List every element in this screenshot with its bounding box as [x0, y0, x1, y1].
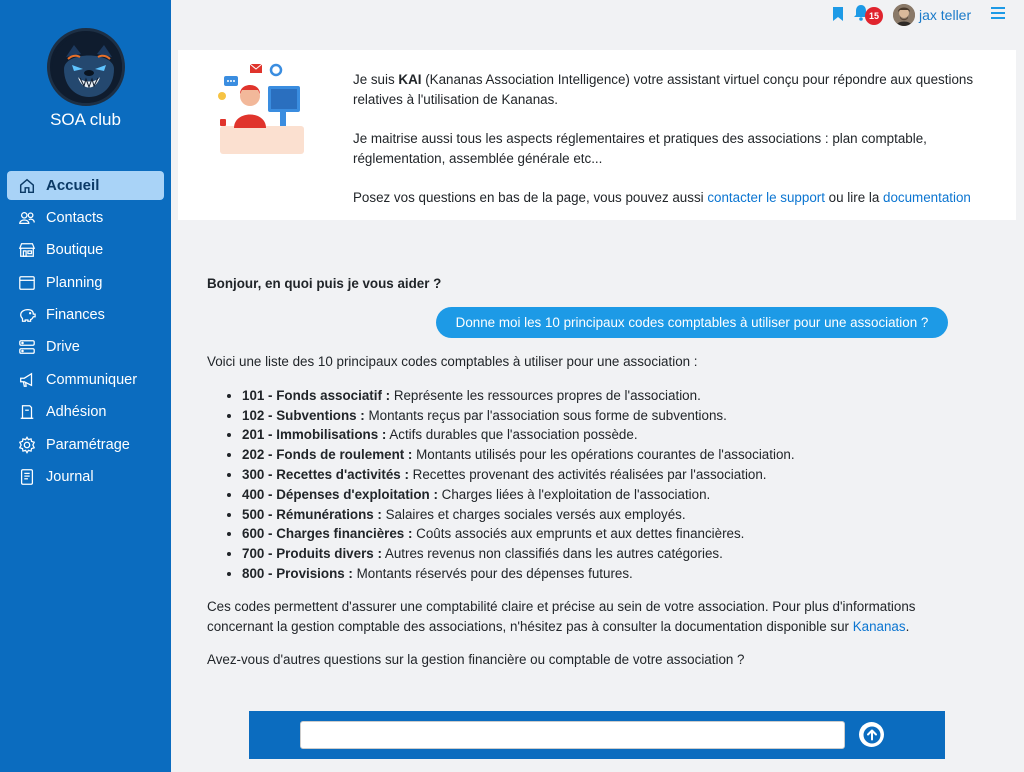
sidebar-item-finances[interactable]	[7, 301, 164, 330]
sidebar-item-label: Adhésion	[46, 404, 107, 421]
bear-logo-icon	[50, 31, 125, 106]
user-message-bubble: Donne moi les 10 principaux codes comptables à utiliser pour une association ?	[436, 307, 948, 338]
sidebar-item-label: Paramétrage	[46, 436, 130, 453]
sidebar-item-label: Accueil	[46, 177, 100, 194]
list-item: • 202 - Fonds de roulement : Montants utilisés pour les opérations courantes de l'association.	[242, 445, 937, 465]
gear-icon	[17, 435, 37, 455]
sidebar-item-contacts[interactable]	[7, 203, 164, 232]
avatar[interactable]	[893, 4, 915, 26]
calendar-icon	[17, 273, 37, 293]
assistant-answer	[207, 352, 937, 670]
topbar	[171, 0, 1024, 30]
journal-icon	[17, 467, 37, 487]
list-item: • 101 - Fonds associatif : Représente les ressources propres de l'association.	[242, 386, 937, 406]
club-name: SOA club	[50, 110, 121, 129]
assistant-greeting: Bonjour, en quoi puis je vous aider ?	[207, 276, 442, 291]
chat-composer	[249, 711, 945, 759]
home-icon	[17, 176, 37, 196]
intro-text	[353, 70, 993, 227]
sidebar-item-boutique[interactable]	[7, 236, 164, 265]
intro-paragraph-2: Je maitrise aussi tous les aspects réglementaires et pratiques des associations : plan comptable, réglementation, assemblée générale etc...	[353, 131, 927, 166]
list-item: • 300 - Recettes d'activités : Recettes provenant des activités réalisées par l'association.	[242, 465, 937, 485]
piggy-bank-icon	[17, 305, 37, 325]
shop-icon	[17, 240, 37, 260]
sidebar-item-planning[interactable]	[7, 268, 164, 297]
sidebar-item-adhesion[interactable]	[7, 398, 164, 427]
sidebar-item-drive[interactable]	[7, 333, 164, 362]
sidebar-item-label: Communiquer	[46, 371, 138, 388]
list-item: • 400 - Dépenses d'exploitation : Charges liées à l'exploitation de l'association.	[242, 485, 937, 505]
answer-followup: Avez-vous d'autres questions sur la gestion financière ou comptable de votre association ?	[207, 652, 745, 668]
sidebar-item-label: Contacts	[46, 209, 104, 226]
list-item: • 201 - Immobilisations : Actifs durables que l'association possède.	[242, 425, 937, 445]
kananas-link[interactable]: Kananas	[852, 618, 906, 634]
sidebar-item-communiquer[interactable]	[7, 365, 164, 394]
sidebar-item-accueil[interactable]	[7, 171, 164, 200]
list-item: • 700 - Produits divers : Autres revenus non classifiés dans les autres catégories.	[242, 544, 937, 564]
membership-icon	[17, 402, 37, 422]
sidebar-item-journal[interactable]	[7, 463, 164, 492]
club-logo[interactable]	[47, 28, 125, 106]
send-button[interactable]	[859, 722, 884, 747]
list-item: • 102 - Subventions : Montants reçus par l'association sous forme de subventions.	[242, 406, 937, 426]
sidebar-item-label: Finances	[46, 307, 105, 324]
sidebar-item-label: Drive	[46, 339, 80, 356]
intro-card	[178, 50, 1016, 220]
menu-icon[interactable]	[991, 6, 1007, 23]
sidebar	[0, 0, 171, 772]
sidebar-item-label: Planning	[46, 274, 103, 291]
arrow-up-icon	[863, 726, 881, 744]
user-name[interactable]: jax teller	[919, 7, 972, 23]
contact-support-link[interactable]: contacter le support	[707, 190, 825, 206]
intro-paragraph-1: Je suis KAI (Kananas Association Intelligence) votre assistant virtuel conçu pour répondre aux questions relatives à l'utilisation de Kananas.	[353, 72, 974, 107]
bookmark-icon[interactable]	[831, 6, 845, 25]
notification-badge: 15	[865, 7, 883, 25]
answer-intro: Voici une liste des 10 principaux codes comptables à utiliser pour une association :	[207, 354, 698, 369]
chat-input[interactable]	[300, 721, 845, 749]
assistant-illustration-icon	[214, 56, 314, 156]
codes-list	[242, 386, 937, 584]
sidebar-item-label: Boutique	[46, 242, 104, 259]
sidebar-item-label: Journal	[46, 469, 94, 486]
kai-name: KAI	[398, 72, 422, 87]
users-icon	[17, 208, 37, 228]
sidebar-nav	[7, 171, 164, 495]
megaphone-icon	[17, 370, 37, 390]
list-item: • 500 - Rémunérations : Salaires et charges sociales versés aux employés.	[242, 505, 937, 525]
sidebar-item-parametrage[interactable]	[7, 430, 164, 459]
drive-icon	[17, 337, 37, 357]
list-item: • 800 - Provisions : Montants réservés pour des dépenses futures.	[242, 564, 937, 584]
list-item: • 600 - Charges financières : Coûts associés aux emprunts et aux dettes financières.	[242, 524, 937, 544]
answer-conclusion: Ces codes permettent d'assurer une comptabilité claire et précise au sein de votre association. Pour plus d'informations concernant la gestion comptable des associations, n'hésitez pas à consulter la documentation disponible sur Kananas.	[207, 598, 916, 634]
intro-paragraph-3: Posez vos questions en bas de la page, vous pouvez aussi contacter le support ou lire la documentation	[353, 190, 971, 206]
documentation-link[interactable]: documentation	[883, 190, 971, 206]
